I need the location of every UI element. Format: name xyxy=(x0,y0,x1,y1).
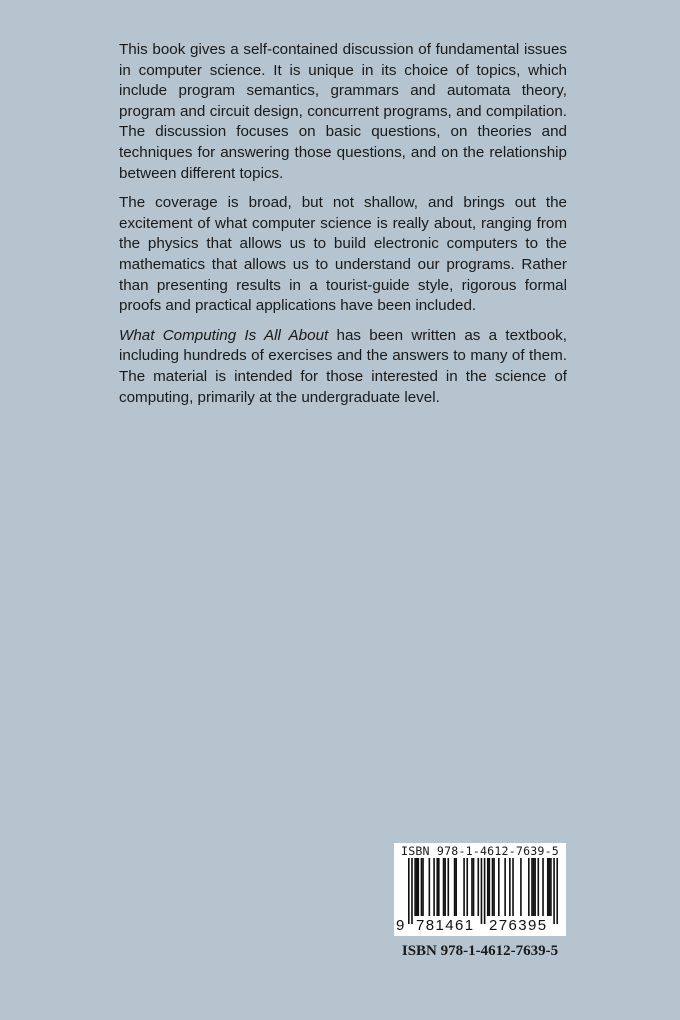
barcode-first-digit: 9 xyxy=(396,917,405,934)
barcode-bar xyxy=(408,858,410,924)
blurb-paragraph-2: The coverage is broad, but not shallow, and brings out the excitement of what computer science is really about, ranging from the physics that allows us to build electronic computers to the mathematics that allows us to understand our programs. Rather than presenting results in a tourist-guide style, rigorous formal proofs and practical applications have been included. xyxy=(119,194,567,315)
ean13-barcode xyxy=(408,858,558,924)
barcode-bar xyxy=(550,858,552,916)
barcode-bar xyxy=(534,858,536,916)
barcode-bar xyxy=(417,858,419,916)
barcode-bar xyxy=(429,858,431,916)
barcode-bar xyxy=(542,858,544,916)
barcode-bar xyxy=(463,858,465,916)
blurb-paragraph-3-text: has been written as a textbook, including hundreds of exercises and the answers to many of them. The material is intended for those interested in the science of computing, primarily at the undergraduate level. xyxy=(119,326,567,406)
back-cover-blurb xyxy=(119,40,567,417)
barcode-bar xyxy=(484,858,486,924)
blurb-paragraph-3 xyxy=(119,326,567,408)
barcode-bar xyxy=(444,858,446,916)
barcode-bar xyxy=(416,858,418,916)
barcode-bar xyxy=(487,858,489,916)
barcode-bar xyxy=(455,858,457,916)
barcode-bar xyxy=(433,858,435,916)
barcode-bar xyxy=(509,858,511,916)
barcode-bar xyxy=(553,858,555,924)
barcode-bar xyxy=(493,858,495,916)
isbn-bottom-text: ISBN 978-1-4612-7639-5 xyxy=(401,943,559,959)
barcode-bar xyxy=(528,858,530,916)
barcode-bar xyxy=(471,858,473,916)
barcode-bar xyxy=(498,858,500,916)
barcode-bar xyxy=(414,858,416,916)
barcode-bar xyxy=(489,858,491,916)
barcode-label xyxy=(394,843,566,936)
barcode-bar xyxy=(411,858,413,924)
barcode-bar xyxy=(531,858,533,916)
barcode-bar xyxy=(504,858,506,916)
barcode-bar xyxy=(537,858,539,916)
barcode-bar xyxy=(422,858,424,916)
barcode-bar xyxy=(436,858,438,916)
barcode-bar xyxy=(481,858,483,924)
barcode-bar xyxy=(438,858,440,916)
barcode-bar xyxy=(556,858,558,924)
barcode-right-digits: 276395 xyxy=(489,917,548,934)
barcode-bar xyxy=(473,858,475,916)
barcode-bar xyxy=(443,858,445,916)
barcode-bar xyxy=(492,858,494,916)
barcode-bar xyxy=(477,858,479,916)
barcode-bar xyxy=(421,858,423,916)
blurb-paragraph-1: This book gives a self-contained discussion of fundamental issues in computer science. It is unique in its choice of topics, which include program semantics, grammars and automata theory, program and circuit design, concurrent programs, and compilation. The discussion focuses on basic questions, on theories and techniques for answering those questions, and on the relationship between different topics. xyxy=(119,41,567,182)
barcode-bar xyxy=(547,858,549,916)
barcode-bar xyxy=(454,858,456,916)
barcode-bar xyxy=(447,858,449,916)
isbn-top-text: ISBN 978-1-4612-7639-5 xyxy=(401,844,559,858)
barcode-bar xyxy=(466,858,468,916)
book-title-italic: What Computing Is All About xyxy=(119,326,329,344)
barcode-bar xyxy=(549,858,551,916)
barcode-left-digits: 781461 xyxy=(416,917,475,934)
barcode-bar xyxy=(512,858,514,916)
barcode-bar xyxy=(520,858,522,916)
barcode-bar xyxy=(533,858,535,916)
